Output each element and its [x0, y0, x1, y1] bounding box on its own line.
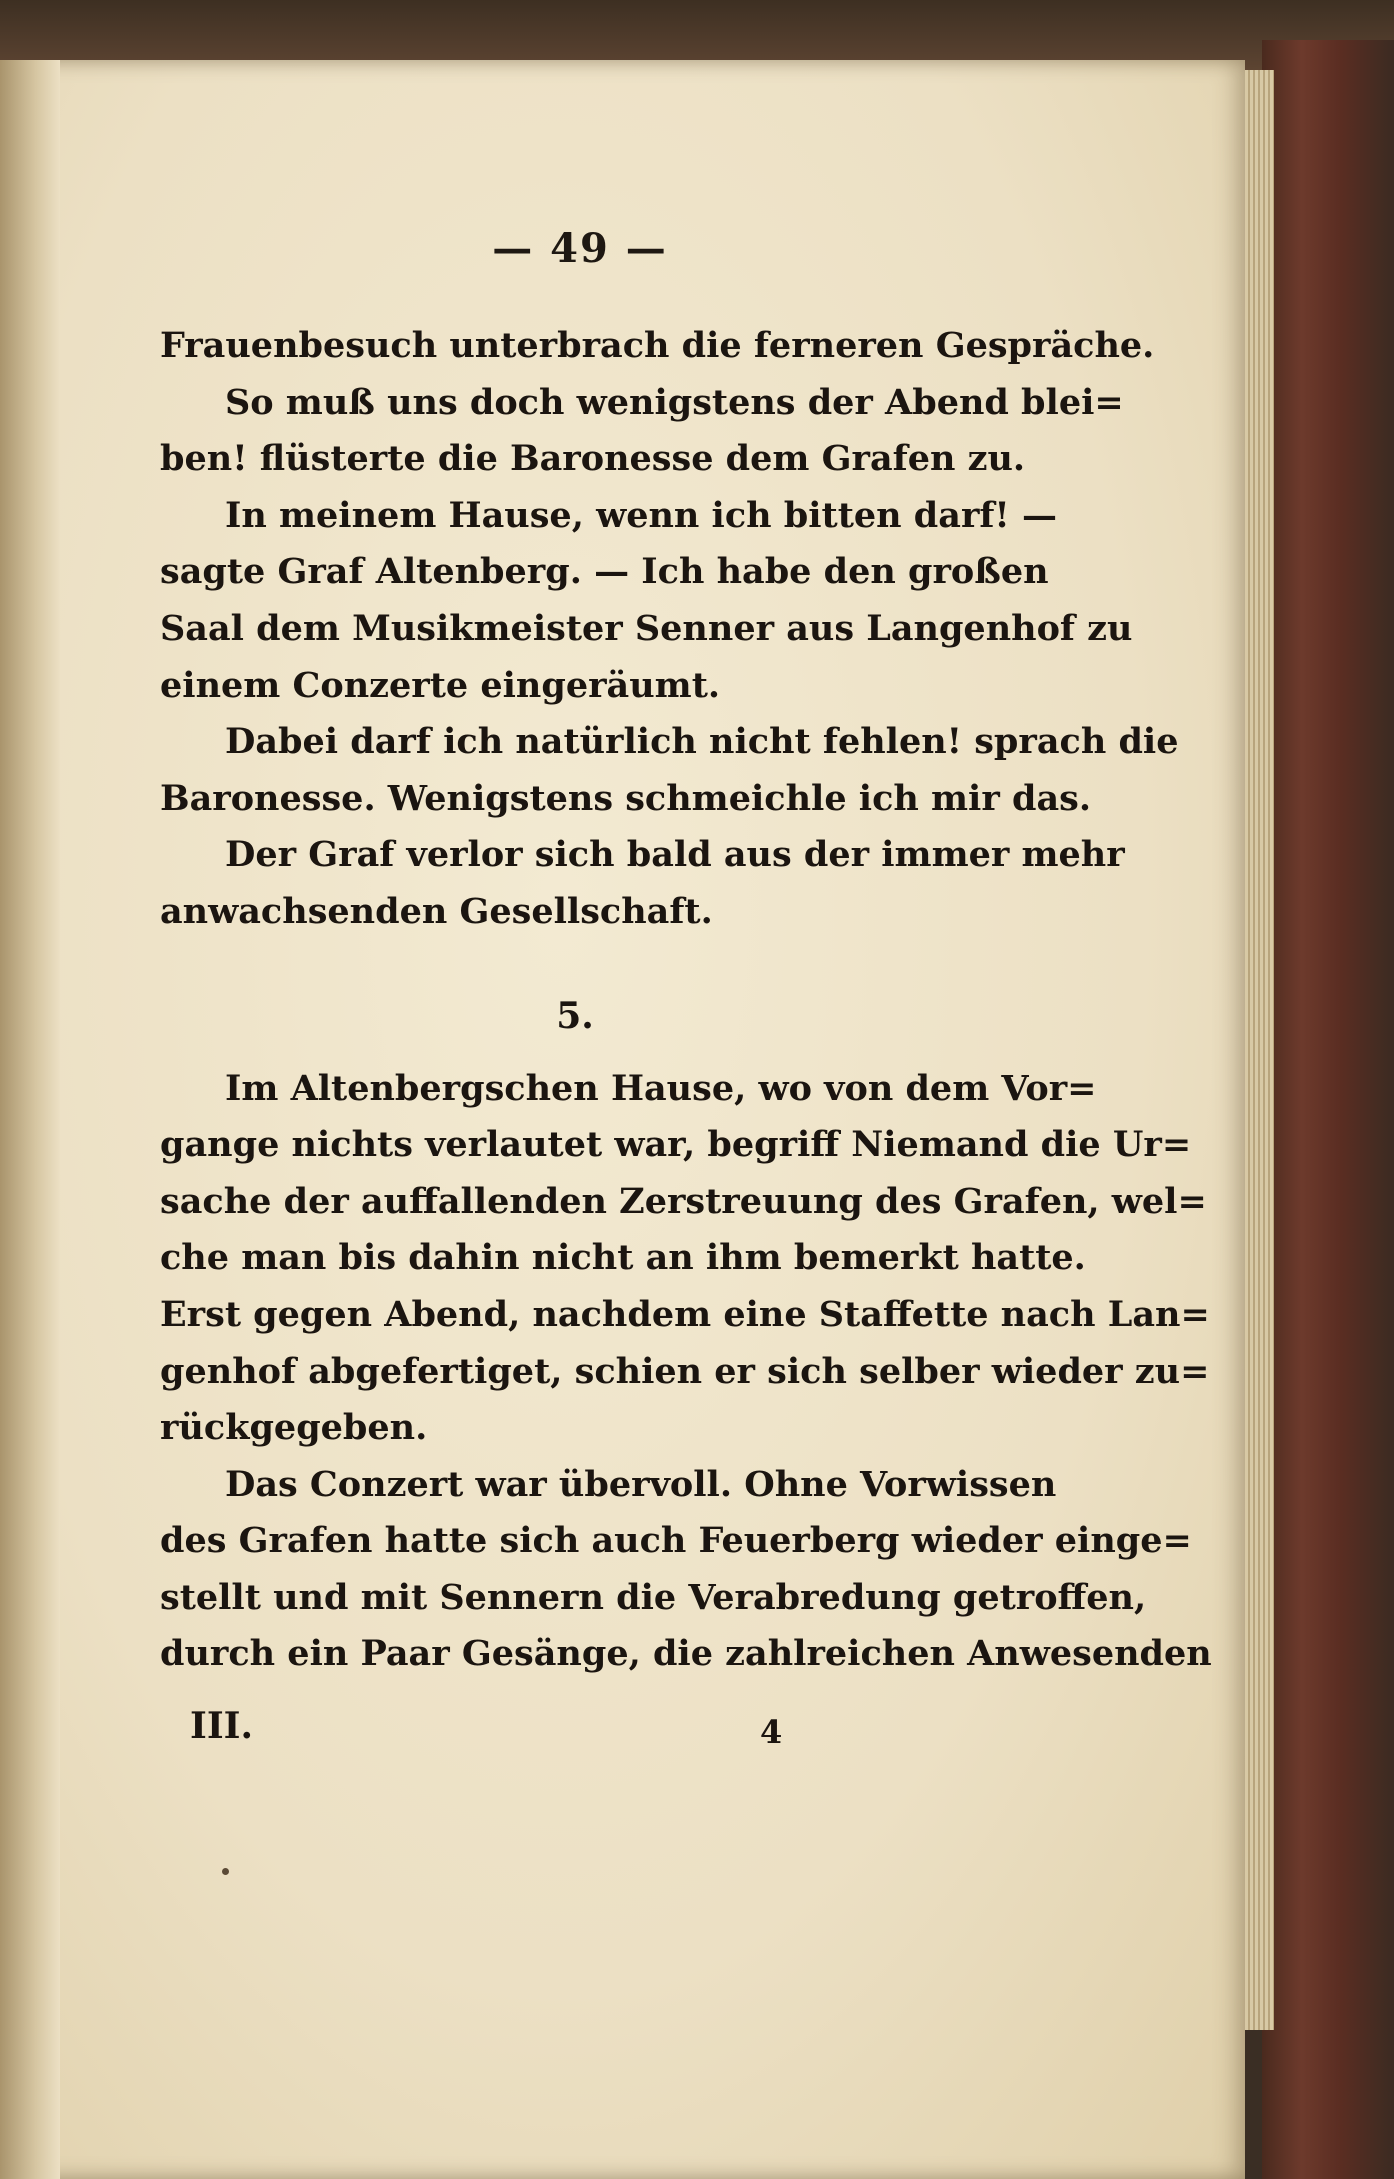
text-line: Im Altenbergschen Hause, wo von dem Vor=	[225, 1067, 1097, 1109]
text-line: So muß uns doch wenigstens der Abend blei=	[225, 381, 1124, 423]
text-line: genhof abgefertiget, schien er sich selber wieder zu=	[160, 1350, 1210, 1392]
text-line: einem Conzerte eingeräumt.	[160, 664, 721, 706]
text-line: ben! flüsterte die Baronesse dem Grafen zu.	[160, 438, 1026, 480]
text-line: anwachsenden Gesellschaft.	[160, 890, 713, 932]
text-line: Baronesse. Wenigstens schmeichle ich mir das.	[160, 777, 1092, 819]
text-line: sagte Graf Altenberg. — Ich habe den großen	[160, 551, 1049, 593]
page-footer	[190, 1705, 790, 1755]
text-line: durch ein Paar Gesänge, die zahlreichen Anwesenden	[160, 1633, 1212, 1675]
text-line: Dabei darf ich natürlich nicht fehlen! sprach die	[225, 721, 1179, 763]
text-line: Der Graf verlor sich bald aus der immer mehr	[225, 834, 1125, 876]
volume-mark: III.	[190, 1705, 254, 1747]
text-line: che man bis dahin nicht an ihm bemerkt hatte.	[160, 1237, 1086, 1279]
text-line: sache der auffallenden Zerstreuung des Grafen, wel=	[160, 1180, 1207, 1222]
text-line: Das Conzert war übervoll. Ohne Vorwissen	[225, 1463, 1057, 1505]
page-stack-edge	[1240, 70, 1274, 2030]
text-line: Erst gegen Abend, nachdem eine Staffette nach Lan=	[160, 1293, 1210, 1335]
text-line: des Grafen hatte sich auch Feuerberg wieder einge=	[160, 1520, 1192, 1562]
text-line: rückgegeben.	[160, 1407, 428, 1449]
body-text	[160, 318, 1212, 1683]
section-number: 5.	[556, 994, 594, 1037]
text-line: In meinem Hause, wenn ich bitten darf! —	[225, 494, 1057, 536]
page-number-header: — 49 —	[492, 225, 668, 272]
text-line: Frauenbesuch unterbrach die ferneren Gespräche.	[160, 325, 1155, 366]
text-line: Saal dem Musikmeister Senner aus Langenhof zu	[160, 607, 1133, 649]
text-line: stellt und mit Sennern die Verabredung getroffen,	[160, 1576, 1147, 1618]
gutter-shadow	[0, 60, 60, 2179]
book-cover-right-edge	[1262, 40, 1394, 2179]
signature-mark: 4	[760, 1713, 783, 1751]
text-line: gange nichts verlautet war, begriff Niemand die Ur=	[160, 1124, 1192, 1166]
paper-speck	[222, 1868, 229, 1875]
